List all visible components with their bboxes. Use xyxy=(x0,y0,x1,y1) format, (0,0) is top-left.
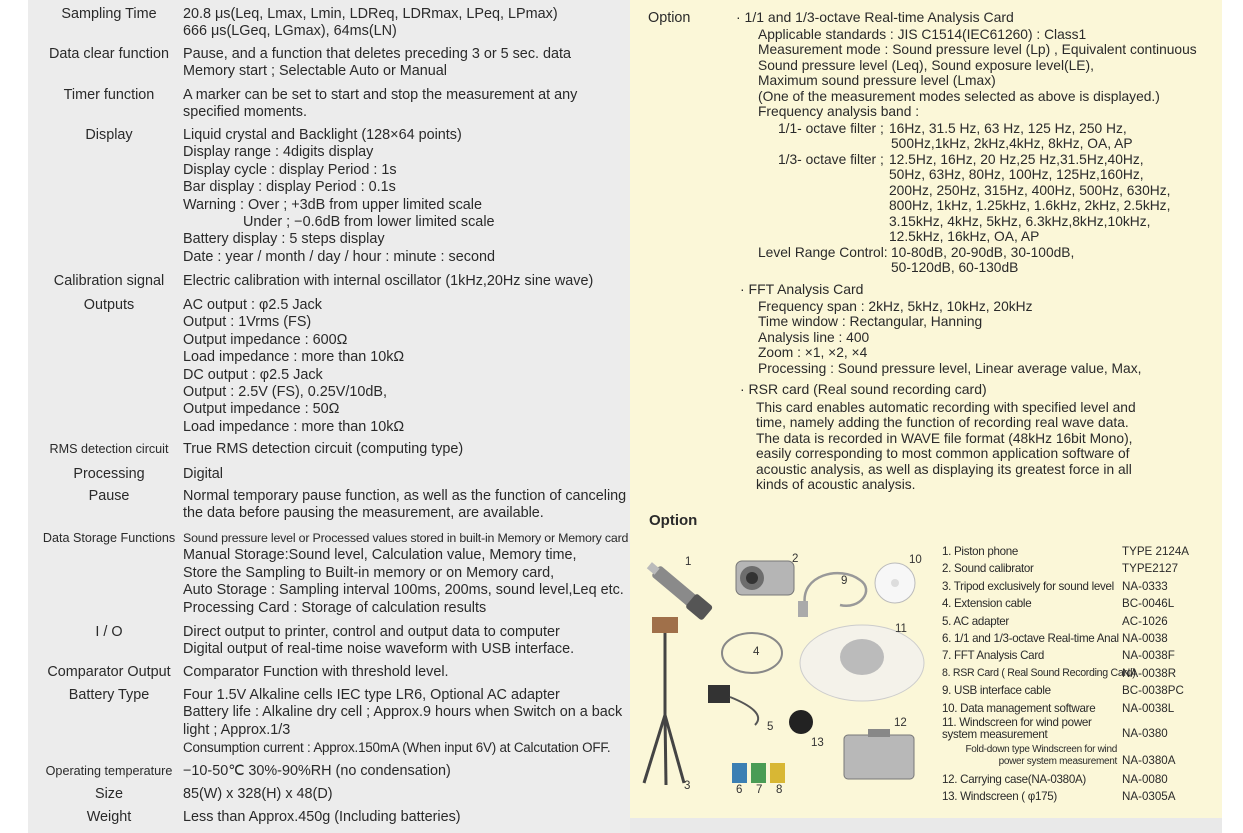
octave-card-title: · 1/1 and 1/3-octave Real-time Analysis Card xyxy=(736,9,1014,25)
option-item-name: 2. Sound calibrator xyxy=(942,562,1034,576)
filter-line: 200Hz, 250Hz, 315Hz, 400Hz, 500Hz, 630Hz, xyxy=(889,182,1171,198)
ac-adapter-image xyxy=(708,685,730,703)
rsr-line: kinds of acoustic analysis. xyxy=(756,477,916,493)
spec-value: Less than Approx.450g (Including batteries) xyxy=(183,809,461,825)
carrying-case-image xyxy=(844,729,914,779)
spec-label: Pause xyxy=(88,488,130,504)
spec-value: Bar display : display Period : 0.1s xyxy=(183,179,396,196)
option-panel xyxy=(630,0,1222,818)
fft-line: Zoom : ×1, ×2, ×4 xyxy=(758,345,868,361)
spec-label: Comparator Output xyxy=(47,664,171,680)
tripod-image xyxy=(644,617,684,785)
spec-value: Output : 1Vrms (FS) xyxy=(183,314,312,331)
rsr-line: easily corresponding to most common application software of xyxy=(756,446,1130,462)
option-item-code: NA-0333 xyxy=(1122,579,1168,593)
option-item-name: 10. Data management software xyxy=(942,701,1096,715)
option-item-name: 13. Windscreen ( φ175) xyxy=(942,790,1057,804)
spec-value: AC output : φ2.5 Jack xyxy=(183,297,322,313)
rsr-card-details xyxy=(756,400,1136,492)
option-item-code: TYPE 2124A xyxy=(1122,545,1190,558)
level-range-label: Level Range Control: xyxy=(758,245,888,260)
option-item-name: 7. FFT Analysis Card xyxy=(942,649,1045,663)
fft-line: Analysis line : 400 xyxy=(758,329,870,345)
filter-line: 800Hz, 1kHz, 1.25kHz, 1.6kHz, 2kHz, 2.5kHz, xyxy=(889,198,1171,214)
spec-value: Four 1.5V Alkaline cells IEC type LR6, Optional AC adapter xyxy=(183,687,560,703)
spec-value: Sound pressure level or Processed values stored in built-in Memory or Memory card xyxy=(183,531,629,545)
spec-table xyxy=(28,0,630,833)
filter-11-values xyxy=(889,121,1133,152)
spec-value: Electric calibration with internal oscillator (1kHz,20Hz sine wave) xyxy=(183,273,594,289)
spec-value: True RMS detection circuit (computing type) xyxy=(183,441,464,457)
windscreen-ball-image xyxy=(789,710,813,734)
photo-number: 12 xyxy=(894,717,907,729)
spec-value: Liquid crystal and Backlight (128×64 points) xyxy=(183,127,462,143)
spec-label: Weight xyxy=(86,809,132,825)
list-item xyxy=(942,613,1222,630)
photo-number: 3 xyxy=(684,780,691,792)
filter-line: 16Hz, 31.5 Hz, 63 Hz, 125 Hz, 250 Hz, xyxy=(889,121,1127,136)
spec-value: 85(W) x 328(H) x 48(D) xyxy=(183,786,333,802)
octave-line: (One of the measurement modes selected as above is displayed.) xyxy=(758,88,1160,104)
photo-number: 13 xyxy=(811,737,824,749)
spec-label: Data clear function xyxy=(49,46,169,62)
photo-number: 8 xyxy=(776,784,783,796)
rsr-line: time, namely adding the function of recording real wave data. xyxy=(756,415,1129,431)
option-item-name: 8. RSR Card ( Real Sound Recording Card) xyxy=(942,666,1136,679)
octave-line: Frequency analysis band : xyxy=(758,104,920,120)
spec-value: Auto Storage : Sampling interval 100ms, 200ms, sound level,Leq etc. xyxy=(183,582,624,599)
option-item-name: 5. AC adapter xyxy=(942,614,1009,628)
list-item xyxy=(942,595,1222,612)
photo-number: 10 xyxy=(909,554,922,566)
option-item-name: 4. Extension cable xyxy=(942,597,1032,611)
spec-value: Consumption current : Approx.150mA (When input 6V) at Calcutation OFF. xyxy=(183,740,611,756)
spec-value: Digital output of real-time noise waveform with USB interface. xyxy=(183,641,575,658)
list-item xyxy=(942,543,1222,560)
option-item-name: 3. Tripod exclusively for sound level xyxy=(942,579,1114,593)
spec-value: A marker can be set to start and stop the measurement at any xyxy=(183,87,578,103)
spec-value: Display range : 4digits display xyxy=(183,144,374,161)
option-item-code: NA-0380 xyxy=(1122,726,1168,740)
spec-value: Digital xyxy=(183,466,223,482)
list-item xyxy=(942,560,1222,577)
option-item-code: NA-0380A xyxy=(1122,753,1176,767)
octave-line: Maximum sound pressure level (Lmax) xyxy=(758,73,996,89)
filter-13-values xyxy=(889,152,1170,244)
spec-value: Load impedance : more than 10kΩ xyxy=(183,349,405,366)
option-item-code: NA-0038F xyxy=(1122,649,1175,663)
spec-label: I / O xyxy=(95,624,123,640)
list-item xyxy=(942,665,1222,682)
option-item-code: NA-0038R xyxy=(1122,666,1177,680)
photo-number: 11 xyxy=(895,623,907,635)
rsr-line: The data is recorded in WAVE file format (48kHz 16bit Mono), xyxy=(756,430,1133,446)
spec-label: Display xyxy=(85,127,133,143)
option-item-code: TYPE2127 xyxy=(1122,562,1179,576)
octave-card-image xyxy=(732,763,747,783)
spec-value: 20.8 μs(Leq, Lmax, Lmin, LDReq, LDRmax, LPeq, LPmax) xyxy=(183,6,558,22)
spec-value: Pause, and a function that deletes preceding 3 or 5 sec. data xyxy=(183,46,572,62)
rsr-card-title: · RSR card (Real sound recording card) xyxy=(740,381,987,397)
spec-value: Warning : Over ; +3dB from upper limited scale xyxy=(183,196,482,213)
usb-cable-image xyxy=(805,573,867,606)
level-line: 10-80dB, 20-90dB, 30-100dB, xyxy=(891,245,1075,260)
option-photos xyxy=(630,535,935,805)
list-item xyxy=(942,700,1222,717)
list-item xyxy=(942,630,1222,647)
filter-line: 12.5Hz, 16Hz, 20 Hz,25 Hz,31.5Hz,40Hz, xyxy=(889,152,1144,167)
rsr-card-image xyxy=(770,763,785,783)
octave-card-details xyxy=(758,27,1197,119)
list-item xyxy=(942,744,1222,771)
spec-value: DC output : φ2.5 Jack xyxy=(183,366,323,383)
spec-value: Direct output to printer, control and output data to computer xyxy=(183,624,560,640)
photo-number: 9 xyxy=(841,575,848,587)
spec-label: Outputs xyxy=(83,297,135,313)
fft-card-title: · FFT Analysis Card xyxy=(740,281,864,297)
spec-label: Operating temperature xyxy=(45,764,173,778)
filter-line: 12.5kHz, 16kHz, OA, AP xyxy=(889,229,1040,245)
list-item xyxy=(942,771,1222,788)
level-range-values xyxy=(891,245,1074,276)
option-item-name: 6. 1/1 and 1/3-octave Real-time Anal xyxy=(942,631,1119,645)
fft-card-image xyxy=(751,763,766,783)
sound-calibrator-image xyxy=(736,561,794,595)
spec-label: Timer function xyxy=(63,87,155,103)
spec-value: Normal temporary pause function, as well as the function of canceling xyxy=(183,488,627,504)
spec-value: Output impedance : 50Ω xyxy=(183,401,340,418)
list-item xyxy=(942,578,1222,595)
spec-value: Manual Storage:Sound level, Calculation value, Memory time, xyxy=(183,547,577,564)
fft-line: Frequency span : 2kHz, 5kHz, 10kHz, 20kHz xyxy=(758,299,1033,314)
filter-line: 500Hz,1kHz, 2kHz,4kHz, 8kHz, OA, AP xyxy=(891,136,1133,152)
spec-value: Under ; −0.6dB from lower limited scale xyxy=(183,214,495,231)
level-line: 50-120dB, 60-130dB xyxy=(891,260,1019,276)
spec-value: Store the Sampling to Built-in memory or on Memory card, xyxy=(183,564,555,581)
spec-value: specified moments. xyxy=(183,104,307,121)
option-item-name: 1. Piston phone xyxy=(942,545,1019,558)
spec-value: Processing Card : Storage of calculation results xyxy=(183,599,487,616)
option-item-name: 12. Carrying case(NA-0380A) xyxy=(942,772,1086,786)
octave-line: Measurement mode : Sound pressure level (Lp) , Equivalent continuous xyxy=(758,42,1197,58)
option-item-code: NA-0305A xyxy=(1122,790,1176,804)
spec-value: Comparator Function with threshold level. xyxy=(183,664,449,680)
filter-line: 50Hz, 63Hz, 80Hz, 100Hz, 125Hz,160Hz, xyxy=(889,167,1144,183)
rsr-line: acoustic analysis, as well as displaying its greatest force in all xyxy=(756,461,1132,477)
filter-13-label: 1/3- octave filter ; xyxy=(778,152,884,167)
photo-number: 5 xyxy=(767,721,774,733)
extension-cable-image xyxy=(722,633,782,673)
spec-label: RMS detection circuit xyxy=(49,442,169,456)
option-heading: Option xyxy=(648,10,691,26)
option-item-code: NA-0080 xyxy=(1122,772,1168,786)
option-item-name: Fold-down type Windscreen for wind power system measurement xyxy=(965,743,1117,767)
filter-11-label: 1/1- octave filter ; xyxy=(778,121,884,136)
option-item-code: NA-0038L xyxy=(1122,701,1175,715)
option-item-code: BC-0046L xyxy=(1122,597,1175,611)
spec-value: Battery display : 5 steps display xyxy=(183,231,385,248)
spec-label: Processing xyxy=(73,466,145,482)
photo-number: 2 xyxy=(792,553,799,565)
list-item xyxy=(942,717,1222,744)
octave-line: Sound pressure level (Leq), Sound exposure level(LE), xyxy=(758,57,1094,73)
option-item-name: 11. Windscreen for wind power system measurement xyxy=(942,715,1092,741)
spec-label: Size xyxy=(95,786,123,802)
option-item-code: NA-0038 xyxy=(1122,631,1168,645)
spec-value: Date : year / month / day / hour : minute : second xyxy=(183,248,495,265)
spec-value: Load impedance : more than 10kΩ xyxy=(183,418,405,435)
option-section-title: Option xyxy=(649,512,698,529)
spec-value: Output impedance : 600Ω xyxy=(183,331,348,348)
spec-label: Battery Type xyxy=(68,687,150,703)
spec-label: Data Storage Functions xyxy=(42,531,176,545)
fft-line: Processing : Sound pressure level, Linear average value, Max, xyxy=(758,360,1142,376)
spec-value: light ; Approx.1/3 xyxy=(183,721,291,738)
spec-value: Output : 2.5V (FS), 0.25V/10dB, xyxy=(183,384,387,401)
photo-number: 6 xyxy=(736,784,743,796)
photo-number: 1 xyxy=(685,556,692,568)
spec-value: Display cycle : display Period : 1s xyxy=(183,161,397,178)
piston-phone-image xyxy=(644,558,714,621)
spec-value: −10-50℃ 30%-90%RH (no condensation) xyxy=(183,763,451,779)
fft-card-details xyxy=(758,299,1141,376)
option-item-name: 9. USB interface cable xyxy=(942,684,1051,698)
list-item xyxy=(942,647,1222,664)
photo-number: 7 xyxy=(756,784,763,796)
fft-line: Time window : Rectangular, Hanning xyxy=(758,314,983,330)
option-list xyxy=(942,543,1222,806)
option-item-code: AC-1026 xyxy=(1122,614,1168,628)
spec-value: Battery life : Alkaline dry cell ; Approx.9 hours when Switch on a back xyxy=(183,704,623,721)
option-item-code: BC-0038PC xyxy=(1122,684,1184,698)
spec-value: the data before pausing the measurement, are available. xyxy=(183,505,544,522)
spec-label: Sampling Time xyxy=(61,6,157,22)
list-item xyxy=(942,788,1222,805)
spec-label: Calibration signal xyxy=(53,273,165,289)
photo-number: 4 xyxy=(753,646,760,658)
spec-value: 666 μs(LGeq, LGmax), 64ms(LN) xyxy=(183,23,397,40)
spec-value: Memory start ; Selectable Auto or Manual xyxy=(183,63,447,80)
octave-line: Applicable standards : JIS C1514(IEC61260) : Class1 xyxy=(758,27,1087,42)
rsr-line: This card enables automatic recording with specified level and xyxy=(756,400,1136,415)
filter-line: 3.15kHz, 4kHz, 5kHz, 6.3kHz,8kHz,10kHz, xyxy=(889,213,1151,229)
list-item xyxy=(942,682,1222,699)
